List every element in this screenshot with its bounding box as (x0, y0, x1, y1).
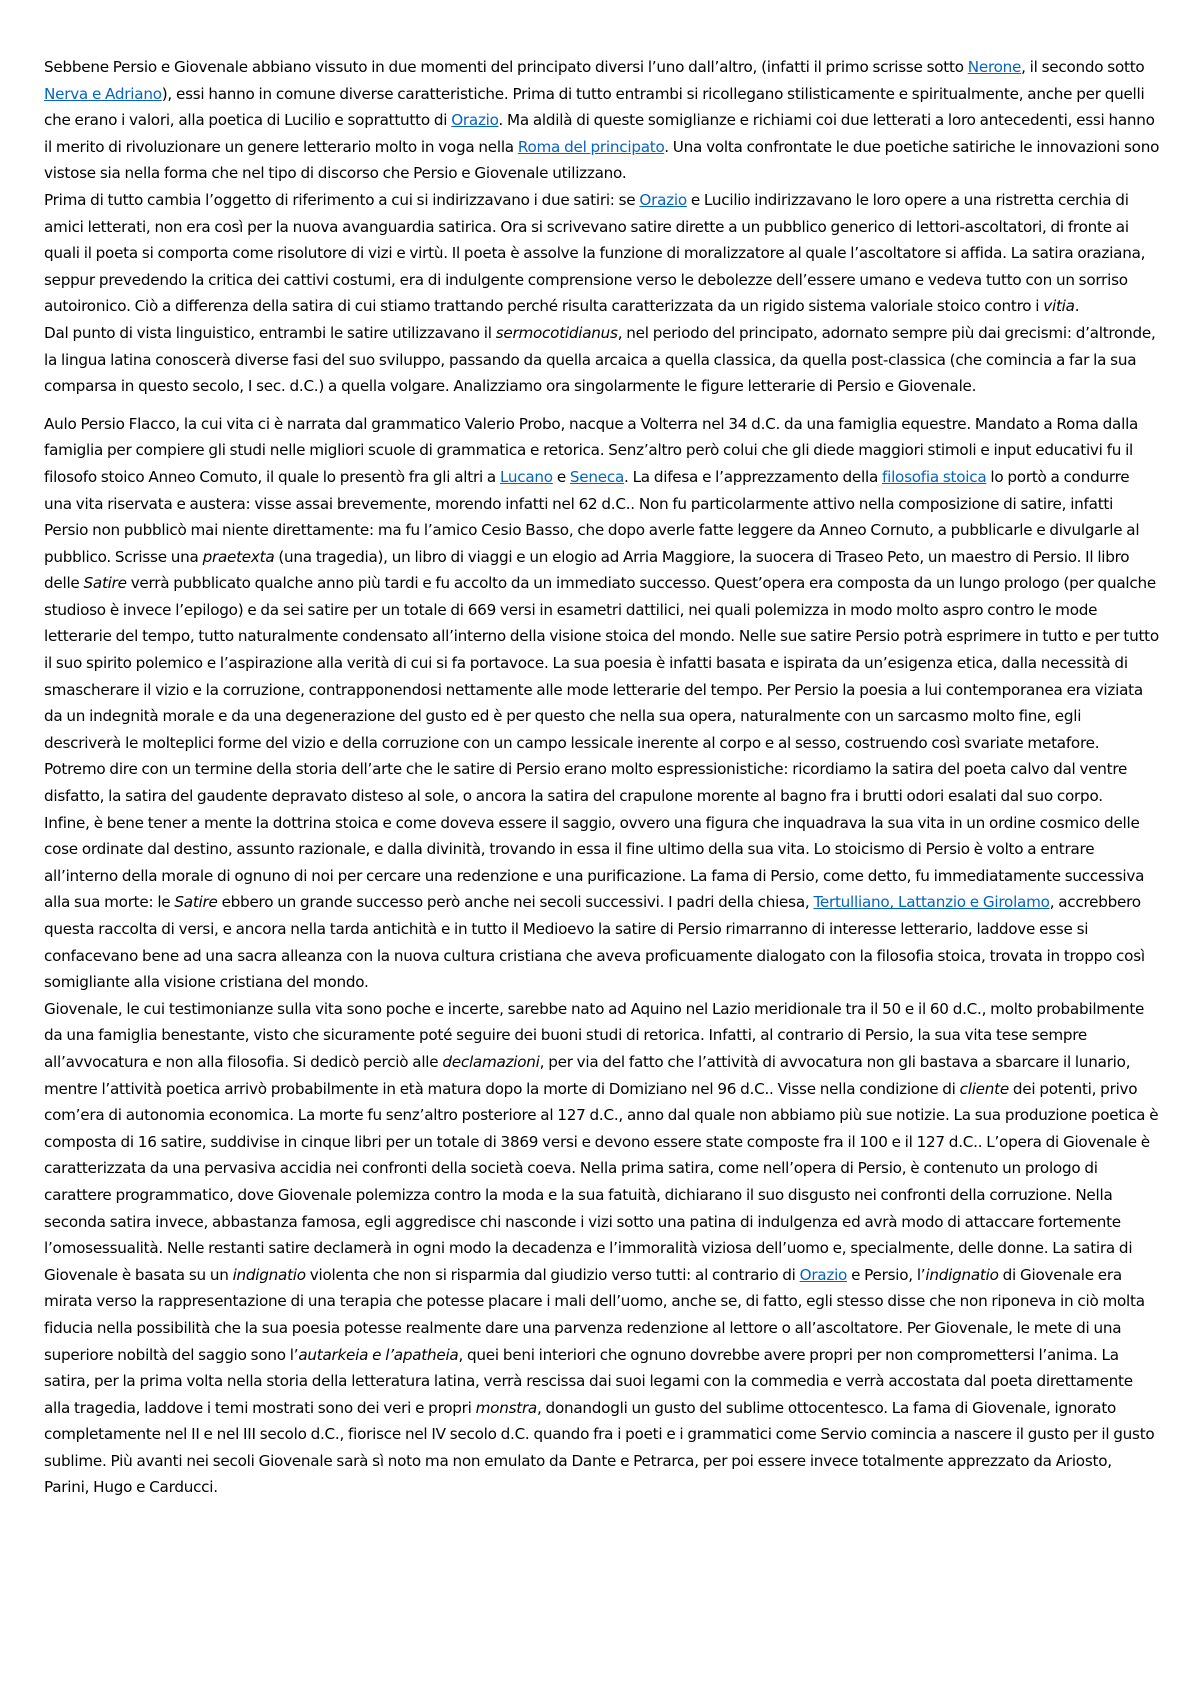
text-link[interactable]: Orazio (639, 190, 687, 209)
text-link[interactable]: Lucano (499, 467, 553, 486)
paragraph-giovenale (44, 996, 1160, 1501)
italic-term: vitia (1043, 297, 1075, 316)
text-run: , nel periodo del principato, adornato sempre più dai grecismi: d’altronde, la lingua latina conoscerà diverse fasi del suo sviluppo, passando da quella arcaica a quella classica, da quella post-classica (che comincia a far la sua comparsa in questo secolo, I sec. d.C.) a quella volgare. Analizziamo ora singolarmente le figure letterarie di Persio e Giovenale. (44, 323, 1156, 396)
text-run: verrà pubblicato qualche anno più tardi e fu accolto da un immediato successo. Quest’opera era composta da un lungo prologo (per qualche studioso è invece l’epilogo) e da sei satire per un totale di 669 versi in esametri dattilici, nei quali polemizza in modo molto aspro contro le mode letterarie del tempo, tutto naturalmente condensato all’interno della visione stoica del mondo. Nelle sue satire Persio potrà esprimere in tutto e per tutto il suo spirito polemico e l’aspirazione alla verità di cui si fa portavoce. La sua poesia è infatti basata e ispirata da un’esigenza etica, dalla necessità di smascherare il vizio e la corruzione, contrapponendosi nettamente alle mode letterarie del tempo. Per Persio la poesia a lui contemporanea era viziata da un indegnità morale e da una degenerazione del gusto ed è per questo che nella sua opera, naturalmente con un sarcasmo molto fine, egli descriverà le molteplici forme del vizio e della corruzione con un campo lessicale inerente al corpo e al sesso, costruendo così svariate metafore. Potremo dire con un termine della storia dell’arte che le satire di Persio erano molto espressionistiche: ricordiamo la satira del poeta calvo dal ventre disfatto, la satira del gaudente depravato disteso al sole, o ancora la satira del crapulone morente al bagno fra i brutti odori esalati dal suo corpo. (44, 574, 1159, 806)
text-run: . (1074, 297, 1080, 316)
text-run: , per via del fatto che l’attività di avvocatura non gli bastava a sbarcare il lunario, mentre l’attività poetica arrivò probabilmente in età matura dopo la morte di Domiziano nel 96 d.C.. Visse nella condizione di (44, 1052, 1131, 1098)
italic-term: monstra (475, 1398, 537, 1417)
text-run: . Una volta confrontate le due poetiche satiriche le innovazioni sono vistose sia nella forma che nel tipo di discorso che Persio e Giovenale utilizzano. (44, 137, 1160, 183)
text-run: , accrebbero questa raccolta di versi, e ancora nella tarda antichità e in tutto il Medioevo la satire di Persio rimarranno di interesse letterario, laddove esse si confacevano bene ad una sacra alleanza con la nuova cultura cristiana che aveva proficuamente dialogato con la filosofia stoica, trovata in troppo così somigliante alla visione cristiana del mondo. (44, 893, 1145, 992)
paragraph-audience (44, 187, 1160, 320)
text-link[interactable]: Roma del principato (517, 137, 665, 156)
italic-term: declamazioni (442, 1052, 540, 1071)
italic-term: cliente (959, 1079, 1009, 1098)
paragraph-intro (44, 54, 1160, 187)
text-run: , quei beni interiori che ognuno dovrebbe avere propri per non compromettersi l’anima. La satira, per la prima volta nella storia della letteratura latina, verrà rescissa dai suoi legami con la commedia e verrà accostata dal poeta direttamente alla tragedia, laddove i temi mostrati sono dei veri e propri (44, 1345, 1133, 1417)
text-run: ), essi hanno in comune diverse caratteristiche. Prima di tutto entrambi si ricollegano stilisticamente e spiritualmente, anche per quelli che erano i valori, alla poetica di Lucilio e soprattutto di (44, 84, 1145, 130)
text-link[interactable]: Seneca (569, 467, 625, 486)
text-run: (una tragedia), un libro di viaggi e un elogio ad Arria Maggiore, la suocera di Traseo Peto, un maestro di Persio. Il libro delle (44, 547, 1130, 593)
paragraph-stoicism (44, 810, 1160, 996)
text-run: violenta che non si risparmia dal giudizio verso tutti: al contrario di (305, 1265, 800, 1284)
text-link[interactable]: Nerva e Adriano (44, 84, 162, 103)
text-run: , donandogli un gusto del sublime ottocentesco. La fama di Giovenale, ignorato completamente nel II e nel III secolo d.C., fiorisce nel IV secolo d.C. quando fra i poeti e i grammatici come Servio comincia a nascere il gusto per il gusto sublime. Più avanti nei secoli Giovenale sarà sì noto ma non emulato da Dante e Petrarca, per poi essere invece totalmente apprezzato da Ariosto, Parini, Hugo e Carducci. (44, 1398, 1155, 1497)
text-run: e (552, 467, 570, 486)
text-run: Sebbene Persio e Giovenale abbiano vissuto in due momenti del principato diversi l’uno dall’altro, (infatti il primo scrisse sotto (44, 58, 968, 76)
paragraph-persio (44, 411, 1160, 810)
italic-term: praetexta (202, 547, 275, 566)
italic-term: autarkeia e l’apatheia (298, 1345, 459, 1364)
italic-term: sermocotidianus (495, 323, 618, 342)
italic-term: indignatio (925, 1265, 999, 1284)
text-run: Infine, è bene tener a mente la dottrina stoica e come doveva essere il saggio, ovvero una figura che inquadrava la sua vita in un ordine cosmico delle cose ordinate dal destino, assunto razionale, e dalla divinità, trovando in essa il fine ultimo della sua vita. Lo stoicismo di Persio è volto a entrare all’interno della morale di ognuno di noi per cercare una redenzione e una purificazione. La fama di Persio, come detto, fu immediatamente successiva alla sua morte: le (44, 813, 1145, 912)
text-link[interactable]: Nerone (967, 58, 1022, 76)
text-run: e Lucilio indirizzavano le loro opere a una ristretta cerchia di amici letterati, non era così per la nuova avanguardia satirica. Ora si scrivevano satire dirette a un pubblico generico di lettori-ascoltatori, di fronte ai quali il poeta si comporta come risolutore di vizi e virtù. Il poeta è assolve la funzione di moralizzatore al quale l’ascoltatore si affida. La satira oraziana, seppur prevedendo la critica dei cattivi costumi, era di indulgente comprensione verso le debolezze dell’essere umano e vedeva tutto con un sorriso autoironico. Ciò a differenza della satira di cui stiamo trattando perché risulta caratterizzata da un rigido sistema valoriale stoico contro i (44, 190, 1146, 316)
text-run: , il secondo sotto (1021, 58, 1145, 76)
text-run: dei potenti, privo com’era di autonomia economica. La morte fu senz’altro posteriore al 127 d.C., anno dal quale non abbiamo più sue notizie. La sua produzione poetica è composta di 16 satire, suddivise in cinque libri per un totale di 3869 versi e devono essere state composte fra il 100 e il 127 d.C.. L’opera di Giovenale è caratterizzata da una pervasiva accidia nei confronti della società coeva. Nella prima satira, come nell’opera di Persio, è contenuto un prologo di carattere programmatico, dove Giovenale polemizza contro la moda e la sua fatuità, dichiarano il suo disgusto nei confronti della corruzione. Nella seconda satira invece, abbastanza famosa, egli aggredisce chi nasconde i vizi sotto una patina di indulgenza ed avrà modo di attaccare fortemente l’omosessualità. Nelle restanti satire declamerà in ogni modo la decadenza e l’immoralità viziosa dell’uomo e, specialmente, delle donne. La satira di Giovenale è basata su un (44, 1079, 1159, 1284)
text-run: Dal punto di vista linguistico, entrambi le satire utilizzavano il (44, 323, 496, 342)
paragraph-gap (44, 400, 1160, 411)
text-run: Giovenale, le cui testimonianze sulla vita sono poche e incerte, sarebbe nato ad Aquino nel Lazio meridionale tra il 50 e il 60 d.C., molto probabilmente da una famiglia benestante, visto che sicuramente poté seguire dei buoni studi di retorica. Infatti, al contrario di Persio, la sua vita tese sempre all’avvocatura e non alla filosofia. Si dedicò perciò alle (44, 999, 1145, 1071)
text-run: lo portò a condurre una vita riservata e austera: visse assai brevemente, morendo infatti nel 62 d.C.. Non fu particolarmente attivo nella composizione di satire, infatti Persio non pubblicò mai niente direttamente: ma fu l’amico Cesio Basso, che dopo averle fatte leggere da Anneo Cornuto, a pubblicarle e divulgarle al pubblico. Scrisse una (44, 467, 1140, 566)
italic-term: Satire (83, 574, 127, 593)
text-run: di Giovenale era mirata verso la rappresentazione di una terapia che potesse placare i mali dell’uomo, anche se, di fatto, egli stesso disse che non riponeva in ciò molta fiducia nella possibilità che la sua poesia potesse realmente dare una parvenza redenzione al lettore o all’ascoltatore. Per Giovenale, le mete di una superiore nobiltà del saggio sono l’ (44, 1265, 1145, 1364)
text-run: . Ma aldilà di queste somiglianze e richiami coi due letterati a loro antecedenti, essi hanno il merito di rivoluzionare un genere letterario molto in voga nella (44, 111, 1155, 156)
paragraph-language (44, 320, 1160, 400)
text-link[interactable]: Tertulliano, Lattanzio e Girolamo (813, 893, 1050, 912)
text-link[interactable]: Orazio (451, 111, 499, 130)
text-run: Aulo Persio Flacco, la cui vita ci è narrata dal grammatico Valerio Probo, nacque a Volterra nel 34 d.C. da una famiglia equestre. Mandato a Roma dalla famiglia per compiere gli studi nelle migliori scuole di grammatica e retorica. Senz’altro però colui che gli diede maggiori stimoli e input educativi fu il filosofo stoico Anneo Comuto, il quale lo presentò fra gli altri a (44, 414, 1139, 486)
italic-term: indignatio (232, 1265, 306, 1284)
italic-term: Satire (174, 893, 218, 912)
text-run: e Persio, l’ (847, 1265, 926, 1284)
text-run: ebbero un grande successo però anche nei secoli successivi. I padri della chiesa, (217, 893, 814, 912)
text-link[interactable]: Orazio (799, 1265, 848, 1284)
text-run: Prima di tutto cambia l’oggetto di riferimento a cui si indirizzavano i due satiri: se (44, 190, 640, 209)
text-run: . La difesa e l’apprezzamento della (624, 467, 882, 486)
text-link[interactable]: filosofia stoica (882, 467, 987, 486)
